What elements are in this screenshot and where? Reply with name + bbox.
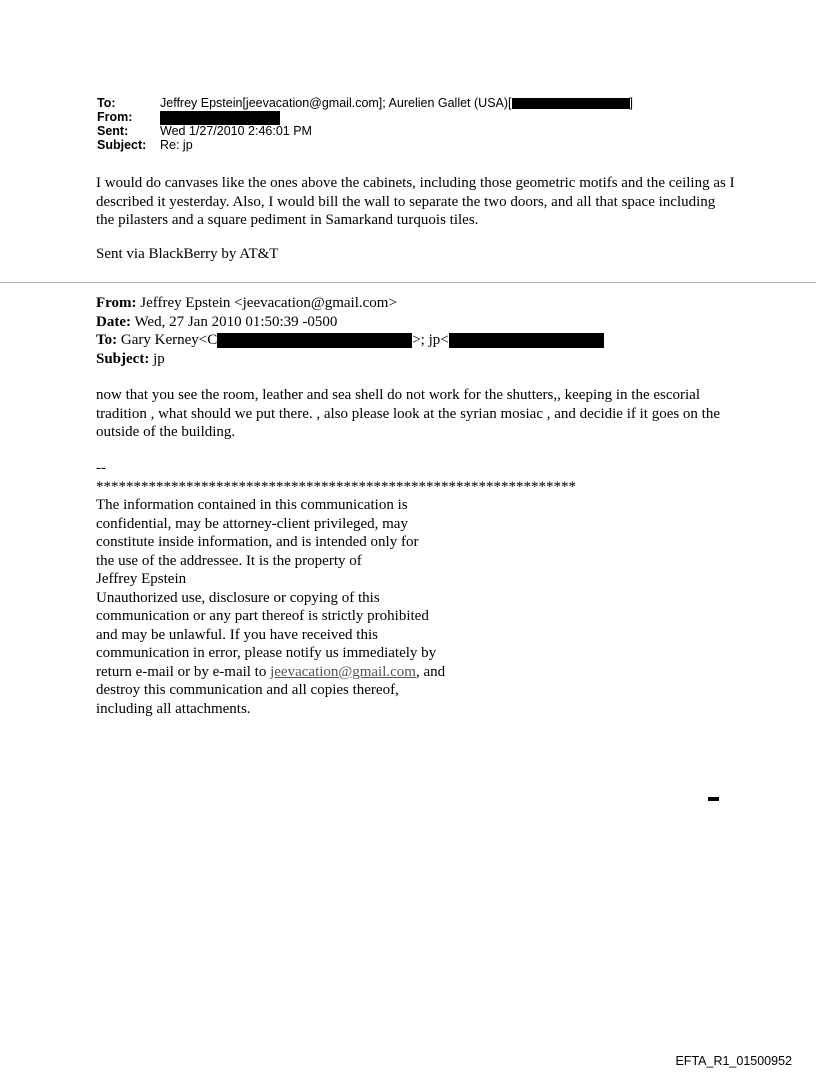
forwarded-header bbox=[96, 294, 604, 368]
disclaimer-text: The information contained in this communication is confidential, may be attorney-client privileged, may constitute inside information, and is intended only for the use of the addressee. It is the property of Jeffrey Epstein Unauthorized use, disclosure or copying of this communication or any part thereof is strictly prohibited and may be unlawful. If you have received this communication in error, please notify us immediately by return e-mail or by e-mail to bbox=[96, 497, 437, 680]
redaction-bar bbox=[217, 333, 412, 348]
fwd-subject-value: jp bbox=[153, 350, 165, 367]
fwd-to-value-b: >; jp< bbox=[412, 332, 449, 348]
fwd-from-label: From: bbox=[96, 295, 137, 311]
disclaimer bbox=[96, 459, 616, 718]
fwd-date-label: Date: bbox=[96, 313, 131, 330]
sent-label: Sent: bbox=[97, 124, 129, 138]
fwd-to-label: To: bbox=[96, 332, 118, 348]
disclaimer-stars: **************************************************************** bbox=[96, 478, 576, 495]
fwd-subject-label: Subject: bbox=[96, 350, 150, 367]
fwd-to-value-a: Gary Kerney<C bbox=[120, 332, 218, 348]
fwd-subject-row bbox=[96, 350, 604, 369]
redaction-bar bbox=[512, 98, 630, 109]
subject-label: Subject: bbox=[97, 138, 147, 152]
reply-body: I would do canvases like the ones above the cabinets, including those geometric motifs and the ceiling as I described it yesterday. Also, I would bill the wall to separate the two doors, and all that space including the pilasters and a square pediment in Samarkand turquois tiles. bbox=[96, 175, 735, 228]
divider bbox=[0, 282, 816, 283]
to-close-bracket: ] bbox=[629, 96, 633, 110]
to-label: To: bbox=[97, 96, 116, 110]
email-link[interactable]: jeevacation@gmail.com bbox=[270, 663, 416, 680]
fwd-date-row bbox=[96, 313, 604, 332]
disclaimer-dashes: -- bbox=[96, 460, 106, 476]
disclaimer-text-end: , and destroy this communication and all copies thereof, including all attachments. bbox=[96, 663, 446, 717]
to-recipients: Jeffrey Epstein[jeevacation@gmail.com]; Aurelien Gallet (USA)[ bbox=[160, 96, 512, 110]
forwarded-body: now that you see the room, leather and sea shell do not work for the shutters,, keeping in the escorial tradition , what should we put there. , also please look at the syrian mosiac , and decidie if it goes on the outside of the building. bbox=[96, 387, 721, 440]
fwd-from-row bbox=[96, 294, 604, 313]
stray-mark bbox=[708, 797, 719, 801]
from-label: From: bbox=[97, 110, 133, 124]
from-value bbox=[160, 110, 280, 125]
redaction-bar bbox=[160, 111, 280, 125]
subject-value: Re: jp bbox=[160, 138, 193, 152]
to-value bbox=[160, 96, 633, 110]
fwd-to-row bbox=[96, 331, 604, 350]
reply-signature: Sent via BlackBerry by AT&T bbox=[96, 246, 279, 262]
fwd-date-value: Wed, 27 Jan 2010 01:50:39 -0500 bbox=[134, 313, 338, 330]
document-id: EFTA_R1_01500952 bbox=[675, 1054, 792, 1068]
redaction-bar bbox=[449, 333, 604, 348]
fwd-from-value: Jeffrey Epstein <jeevacation@gmail.com> bbox=[140, 295, 397, 311]
sent-value: Wed 1/27/2010 2:46:01 PM bbox=[160, 124, 312, 138]
